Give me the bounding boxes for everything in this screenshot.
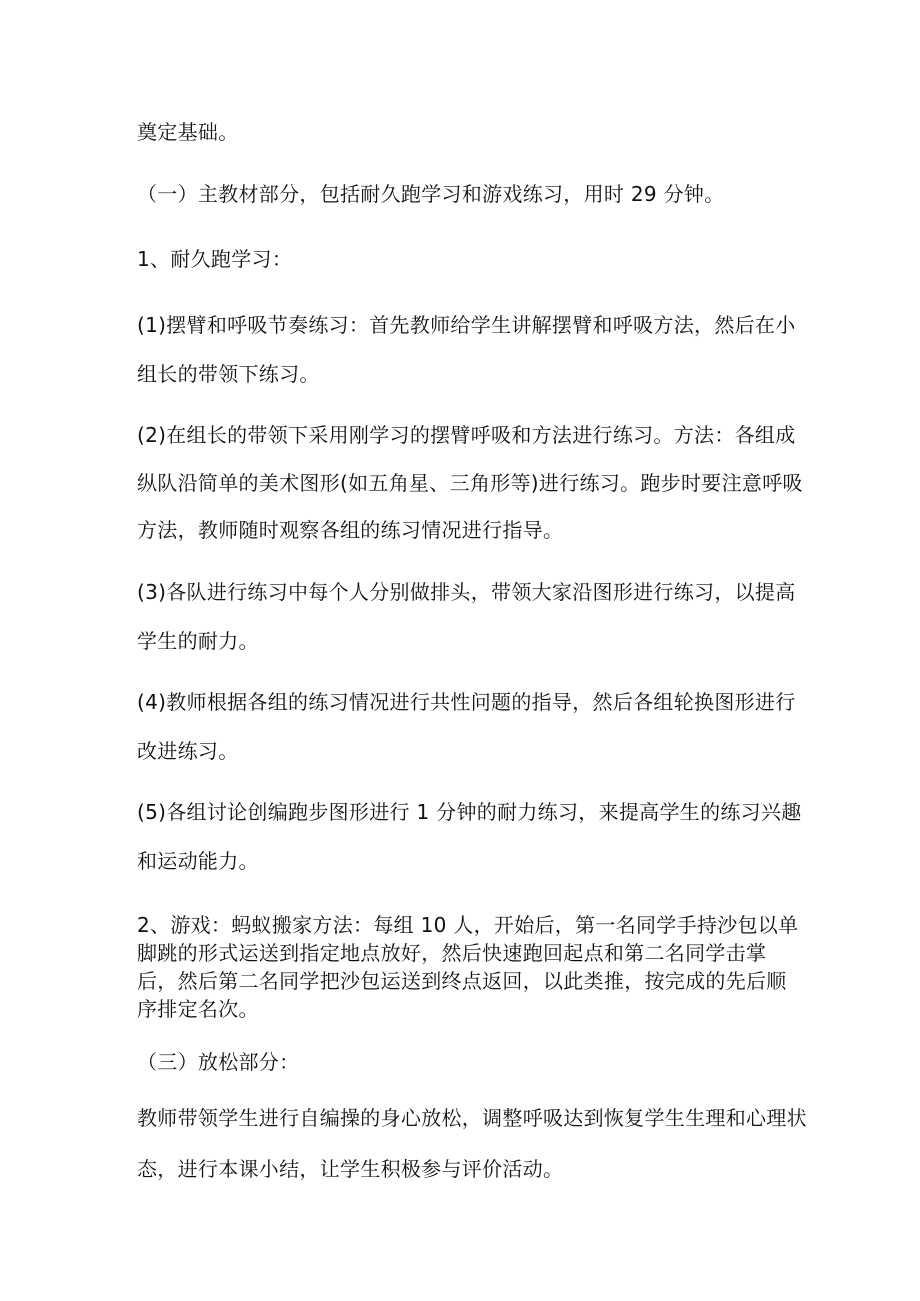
text-line: 改进练习。 xyxy=(137,739,239,763)
text-line: (5)各组讨论创编跑步图形进行 1 分钟的耐力练习，来提高学生的练习兴趣 xyxy=(137,800,802,824)
text-line: (1)摆臂和呼吸节奏练习：首先教师给学生讲解摆臂和呼吸方法，然后在小 xyxy=(137,313,796,337)
text-line: 态，进行本课小结，让学生积极参与评价活动。 xyxy=(137,1157,564,1181)
text-line: (4)教师根据各组的练习情况进行共性问题的指导，然后各组轮换图形进行 xyxy=(137,690,796,714)
text-line: 和运动能力。 xyxy=(137,849,259,873)
text-line: 方法，教师随时观察各组的练习情况进行指导。 xyxy=(137,518,564,542)
text-line: 组长的带领下练习。 xyxy=(137,362,320,386)
text-line: 序排定名次。 xyxy=(137,997,259,1021)
subheading-endurance-run: 1、耐久跑学习： xyxy=(137,247,293,271)
text-line: 脚跳的形式运送到指定地点放好，然后快速跑回起点和第二名同学击掌 xyxy=(137,941,767,965)
text-line: 纵队沿简单的美术图形(如五角星、三角形等)进行练习。跑步时要注意呼吸 xyxy=(137,471,803,495)
text-line: 后，然后第二名同学把沙包运送到终点返回，以此类推，按完成的先后顺 xyxy=(137,969,787,993)
text-line: 学生的耐力。 xyxy=(137,629,259,653)
text-line: (3)各队进行练习中每个人分别做排头，带领大家沿图形进行练习，以提高 xyxy=(137,580,796,604)
text-line: 奠定基础。 xyxy=(137,120,239,144)
text-line: (2)在组长的带领下采用刚学习的摆臂呼吸和方法进行练习。方法：各组成 xyxy=(137,423,796,447)
text-line: 教师带领学生进行自编操的身心放松，调整呼吸达到恢复学生生理和心理状 xyxy=(137,1106,807,1130)
section-heading-relax: （三）放松部分： xyxy=(137,1050,300,1074)
section-heading-main: （一）主教材部分，包括耐久跑学习和游戏练习，用时 29 分钟。 xyxy=(137,182,725,206)
subheading-game: 2、游戏：蚂蚁搬家方法：每组 10 人，开始后，第一名同学手持沙包以单 xyxy=(137,913,799,937)
